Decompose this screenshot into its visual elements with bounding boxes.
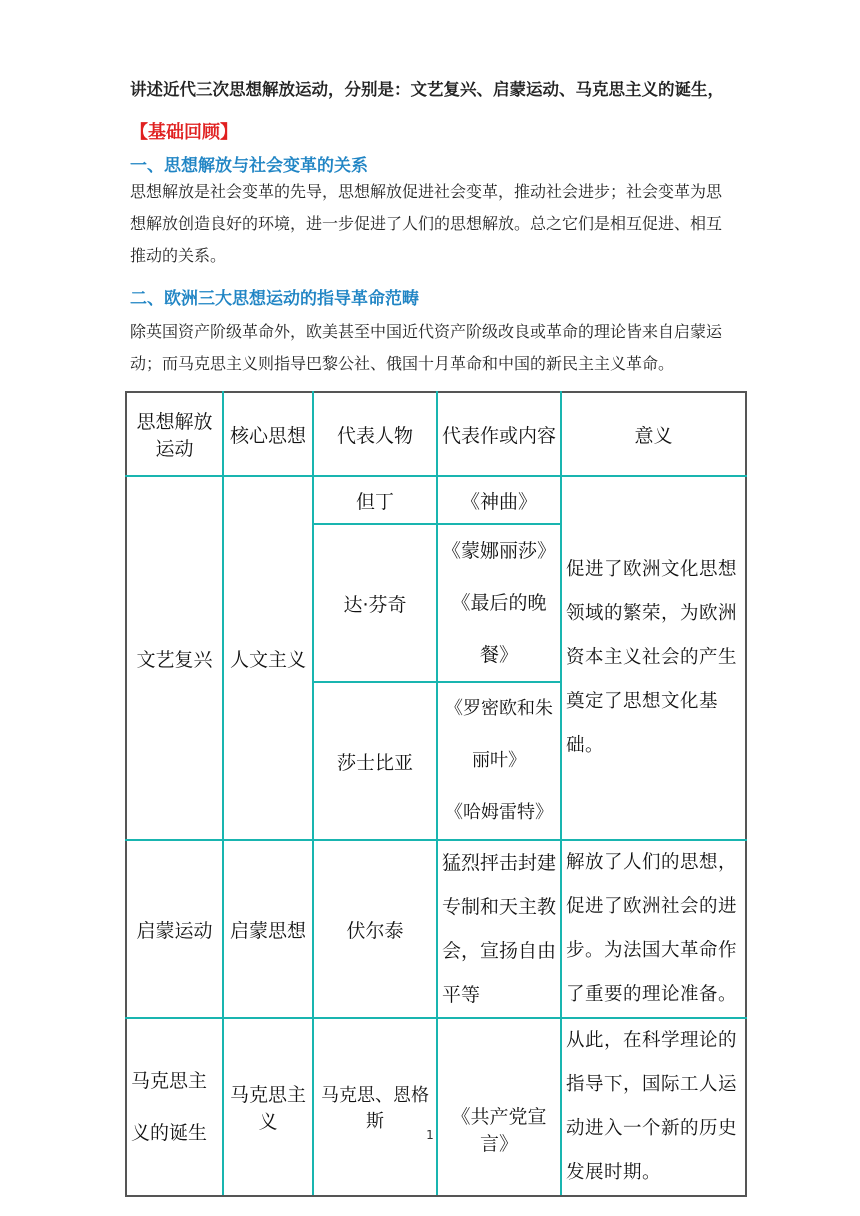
movement-cell: 马克思主义的诞生 bbox=[126, 1018, 223, 1196]
thought-movements-table bbox=[125, 391, 747, 1197]
core-cell: 人文主义 bbox=[223, 476, 313, 840]
table-header-row bbox=[126, 392, 746, 476]
heading-2: 二、欧洲三大思想运动的指导革命范畴 bbox=[130, 289, 419, 309]
table-row bbox=[126, 840, 746, 1018]
work-title: 《最后的晚餐》 bbox=[451, 592, 547, 666]
header-cell: 代表人物 bbox=[313, 392, 437, 476]
header-cell: 核心思想 bbox=[223, 392, 313, 476]
work-title: 《蒙娜丽莎》 bbox=[442, 540, 557, 562]
movement-cell: 文艺复兴 bbox=[126, 476, 223, 840]
work-cell: 猛烈抨击封建专制和天主教会，宣扬自由平等 bbox=[437, 840, 561, 1018]
work-cell: 《共产党宣言》 bbox=[437, 1018, 561, 1196]
header-cell: 意义 bbox=[561, 392, 746, 476]
table-row bbox=[126, 1018, 746, 1196]
core-cell: 马克思主义 bbox=[223, 1018, 313, 1196]
work-title: 《罗密欧和朱丽叶》 bbox=[445, 698, 553, 771]
person-cell: 达·芬奇 bbox=[313, 524, 437, 682]
work-title: 《哈姆雷特》 bbox=[445, 802, 553, 823]
header-cell: 代表作或内容 bbox=[437, 392, 561, 476]
section-tag: 【基础回顾】 bbox=[130, 122, 238, 143]
significance-cell: 解放了人们的思想，促进了欧洲社会的进步。为法国大革命作了重要的理论准备。 bbox=[561, 840, 746, 1018]
table-row bbox=[126, 476, 746, 524]
person-cell: 莎士比亚 bbox=[313, 682, 437, 840]
work-cell: 《神曲》 bbox=[437, 476, 561, 524]
paragraph-2: 除英国资产阶级革命外，欧美甚至中国近代资产阶级改良或革命的理论皆来自启蒙运动；而马克思主义则指导巴黎公社、俄国十月革命和中国的新民主主义革命。 bbox=[130, 322, 723, 373]
header-cell: 思想解放运动 bbox=[126, 392, 223, 476]
work-cell bbox=[437, 524, 561, 682]
movement-cell: 启蒙运动 bbox=[126, 840, 223, 1018]
significance-cell: 促进了欧洲文化思想领域的繁荣，为欧洲资本主义社会的产生奠定了思想文化基础。 bbox=[561, 476, 746, 840]
person-cell: 伏尔泰 bbox=[313, 840, 437, 1018]
significance-cell: 从此，在科学理论的指导下，国际工人运动进入一个新的历史发展时期。 bbox=[561, 1018, 746, 1196]
core-cell: 启蒙思想 bbox=[223, 840, 313, 1018]
paragraph-1: 思想解放是社会变革的先导，思想解放促进社会变革，推动社会进步；社会变革为思想解放创造良好的环境，进一步促进了人们的思想解放。总之它们是相互促进、相互推动的关系。 bbox=[130, 182, 723, 265]
page-number: 1 bbox=[426, 1128, 434, 1142]
work-cell bbox=[437, 682, 561, 840]
heading-1: 一、思想解放与社会变革的关系 bbox=[130, 156, 368, 176]
person-cell: 马克思、恩格斯 bbox=[313, 1018, 437, 1196]
person-cell: 但丁 bbox=[313, 476, 437, 524]
intro-line: 讲述近代三次思想解放运动，分别是：文艺复兴、启蒙运动、马克思主义的诞生， bbox=[130, 80, 724, 99]
